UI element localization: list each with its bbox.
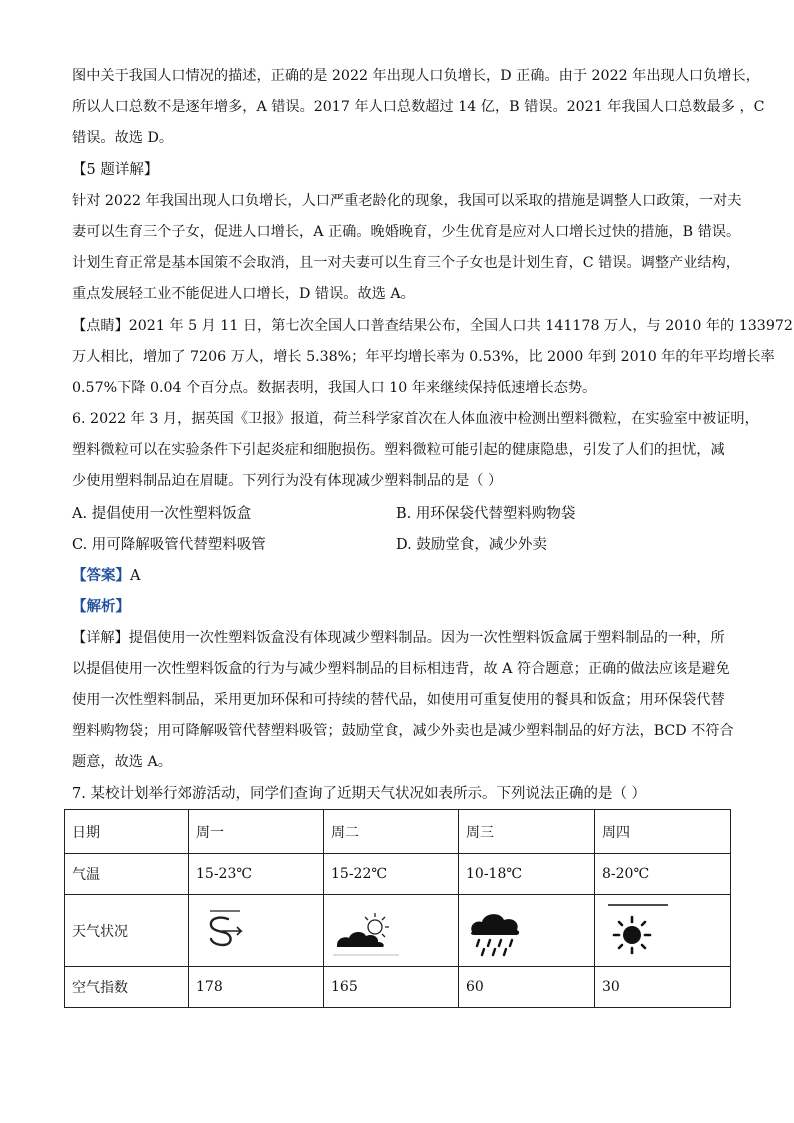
q6-option-b: B. 用环保袋代替塑料购物袋 [396,506,576,522]
text-line: 【点睛】2021 年 5 月 11 日，第七次全国人口普查结果公布，全国人口共 141178 万人，与 2010 年的 133972 [72,318,793,334]
table-cell: 165 [324,967,459,1008]
analysis-label: 【解析】 [72,598,130,615]
text-line: 错误。故选 D。 [72,130,174,146]
text-line: 万人相比，增加了 7206 万人，增长 5.38%；年平均增长率为 0.53%，比 2000 年到 2010 年的年平均增长率 [72,349,775,365]
text-line: 图中关于我国人口情况的描述，正确的是 2022 年出现人口负增长，D 正确。由于 2022 年出现人口负增长， [72,68,760,84]
table-row-weather [65,895,731,967]
table-cell: 30 [595,967,731,1008]
detail-label: 【详解】 [72,630,129,646]
q6-stem [72,404,759,497]
table-cell: 15-22℃ [324,854,459,895]
table-cell [324,895,459,967]
text-line: 塑料微粒可以在实验条件下引起炎症和细胞损伤。塑料微粒可能引起的健康隐患，引发了人们的担忧，减 [72,442,725,458]
q7-question: 7. 某校计划举行郊游活动，同学们查询了近期天气状况如表所示。下列说法正确的是（ ） [72,786,647,802]
q6-analysis-label [72,596,130,618]
header-cell: 周四 [595,810,731,854]
row-label: 天气状况 [65,895,189,967]
text-line: 少使用塑料制品迫在眉睫。下列行为没有体现减少塑料制品的是（ ） [72,473,503,489]
weather-table [64,809,731,1008]
dianjing-paragraph [72,311,793,404]
intro-paragraph [72,61,765,154]
text-line: 使用一次性塑料制品，采用更加环保和可持续的替代品，如使用可重复使用的餐具和饭盒；用环保袋代替 [72,692,725,708]
q6-detail-paragraph [72,623,732,778]
q5-heading: 【5 题详解】 [72,162,159,178]
text-line: 所以人口总数不是逐年增多，A 错误。2017 年人口总数超过 14 亿，B 错误。2021 年我国人口总数最多 ，C [72,99,765,115]
q6-option-a: A. 提倡使用一次性塑料饭盒 [72,506,252,522]
table-cell [595,895,731,967]
header-cell: 周三 [459,810,595,854]
text-line: 以提倡使用一次性塑料饭盒的行为与减少塑料制品的目标相违背，故 A 符合题意；正确的做法应该是避免 [72,661,730,677]
answer-label: 【答案】 [72,567,130,584]
table-cell: 15-23℃ [189,854,324,895]
header-cell: 周一 [189,810,324,854]
row-label: 气温 [65,854,189,895]
text-line: 针对 2022 年我国出现人口负增长，人口严重老龄化的现象，我国可以采取的措施是调整人口政策，一对夫 [72,193,742,209]
text-line: 6. 2022 年 3 月，据英国《卫报》报道，荷兰科学家首次在人体血液中检测出塑料微粒，在实验室中被证明， [72,411,759,427]
text-line: 塑料购物袋；用可降解吸管代替塑料吸管；鼓励堂食，减少外卖也是减少塑料制品的好方法，BCD 不符合 [72,723,734,739]
text-line: 【详解】提倡使用一次性塑料饭盒没有体现减少塑料制品。因为一次性塑料饭盒属于塑料制品的一种，所 [72,630,725,646]
typhoon-icon [196,906,256,956]
table-cell [459,895,595,967]
sunny-icon [602,902,674,960]
table-cell: 8-20℃ [595,854,731,895]
text-line: 0.57%下降 0.04 个百分点。数据表明，我国人口 10 年来继续保持低速增长态势。 [72,380,597,396]
text-line: 妻可以生育三个子女，促进人口增长，A 正确。晚婚晚育，少生优育是应对人口增长过快的措施，B 错误。 [72,224,741,240]
rain-icon [466,905,528,957]
table-cell: 60 [459,967,595,1008]
table-row-temperature [65,854,731,895]
row-label: 空气指数 [65,967,189,1008]
table-row-header [65,810,731,854]
text-line: 重点发展轻工业不能促进人口增长，D 错误。故选 A。 [72,286,415,302]
table-row-aqi [65,967,731,1008]
table-cell: 178 [189,967,324,1008]
q6-option-c: C. 用可降解吸管代替塑料吸管 [72,537,266,553]
q6-answer [72,565,140,587]
q5-detail-paragraph [72,186,742,310]
header-cell: 周二 [324,810,459,854]
table-cell [189,895,324,967]
partly-cloudy-icon [331,905,405,957]
text-line: 题意，故选 A。 [72,754,172,770]
table-cell: 10-18℃ [459,854,595,895]
answer-value: A [130,568,141,584]
q6-option-d: D. 鼓励堂食，减少外卖 [396,537,547,553]
text-line: 计划生育正常是基本国策不会取消，且一对夫妻可以生育三个子女也是计划生育，C 错误。调整产业结构， [72,255,740,271]
header-cell: 日期 [65,810,189,854]
